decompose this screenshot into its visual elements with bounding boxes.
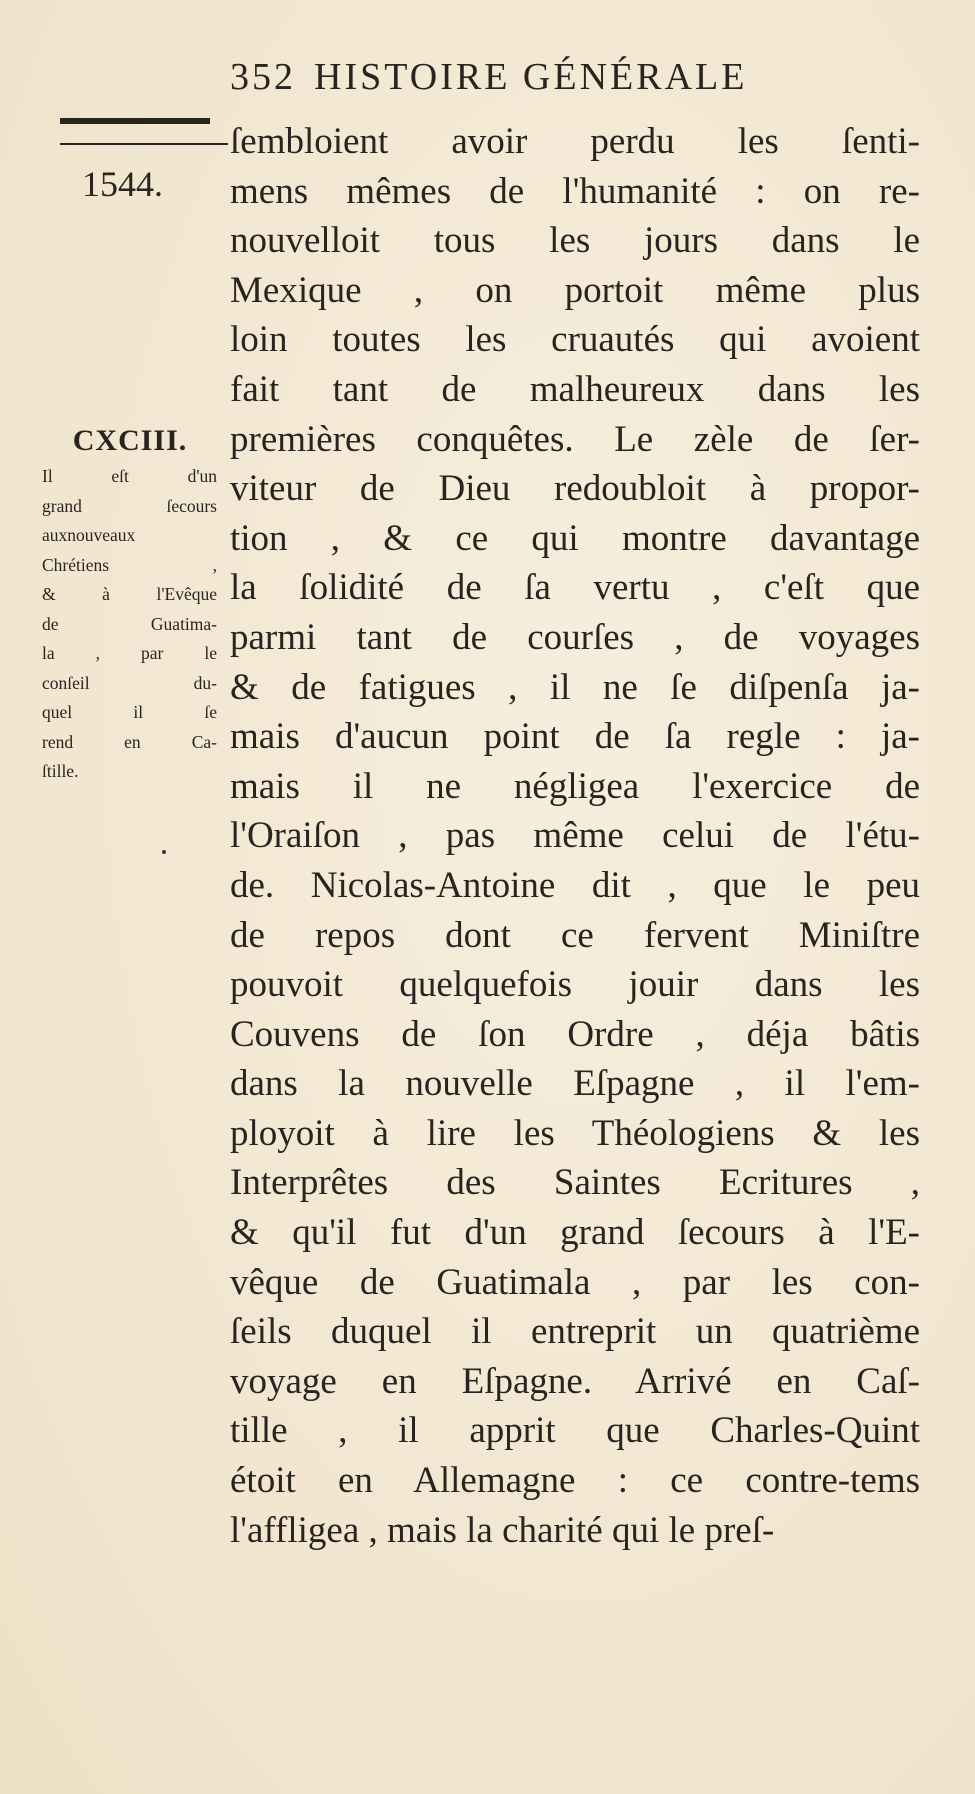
margin-note-line: & à l'Evêque [42,584,217,604]
body-text [230,117,920,1555]
text-line: viteur de Dieu redoubloit à propor- [230,468,920,510]
text-line: voyage en Eſpagne. Arrivé en Caſ- [230,1360,920,1402]
margin-note-line: rend en Ca- [42,731,217,752]
text-line: & qu'il fut d'un grand ſecours à l'E- [230,1212,920,1254]
text-line: fait tant de malheureux dans les [230,368,920,410]
margin-note-line: auxnouveaux [42,525,136,545]
text-line: de. Nicolas-Antoine dit , que le peu [230,864,920,906]
running-title: HISTOIRE GÉNÉRALE [314,56,748,98]
margin-note-line: Il eſt d'un [42,466,217,486]
text-line: ployoit à lire les Théologiens & les [230,1112,920,1154]
margin-note-line: quel il ſe [42,702,217,722]
text-line: l'Oraiſon , pas même celui de l'étu- [230,815,920,857]
text-line: loin toutes les cruautés qui avoient [230,319,920,361]
ink-speck [162,850,166,854]
margin-note-line: grand ſecours [42,495,217,516]
page-number: 352 [230,56,296,98]
margin-note-line: la , par le [42,643,217,663]
text-line: Interprêtes des Saintes Ecritures , [230,1162,920,1204]
margin-note-line: Chrétiens , [42,554,217,575]
ornamental-rule [60,118,210,124]
text-line: & de fatigues , il ne ſe diſpenſa ja- [230,666,920,708]
margin-note [42,462,217,787]
text-line: premières conquêtes. Le zèle de ſer- [230,418,920,460]
margin-note-line: conſeil du- [42,672,217,693]
margin-note-line: ſtille. [42,761,79,781]
text-line: la ſolidité de ſa vertu , c'eſt que [230,567,920,609]
text-line: de repos dont ce fervent Miniſtre [230,914,920,956]
text-line: mais d'aucun point de ſa regle : ja- [230,716,920,758]
text-line: mais il ne négligea l'exercice de [230,765,920,807]
text-line: vêque de Guatimala , par les con- [230,1261,920,1303]
text-line: mens mêmes de l'humanité : on re- [230,170,920,212]
text-line: l'affligea , mais la charité qui le preſ- [230,1509,775,1551]
text-line: nouvelloit tous les jours dans le [230,220,920,262]
text-line: Couvens de ſon Ordre , déja bâtis [230,1013,920,1055]
text-line: Mexique , on portoit même plus [230,269,920,311]
text-line: parmi tant de courſes , de voyages [230,616,920,658]
text-line: dans la nouvelle Eſpagne , il l'em- [230,1063,920,1105]
divider-rule [60,143,228,145]
text-line: ſembloient avoir perdu les ſenti- [230,121,920,162]
text-line: pouvoit quelquefois jouir dans les [230,964,920,1006]
text-line: tille , il apprit que Charles-Quint [230,1410,920,1452]
running-header [230,55,930,99]
text-line: étoit en Allemagne : ce contre-tems [230,1460,920,1502]
section-number: CXCIII. [72,424,188,457]
text-line: ſeils duquel il entreprit un quatrième [230,1311,920,1353]
margin-note-line: de Guatima- [42,613,217,634]
text-line: tion , & ce qui montre davantage [230,517,920,559]
margin-year: 1544. [82,164,163,204]
